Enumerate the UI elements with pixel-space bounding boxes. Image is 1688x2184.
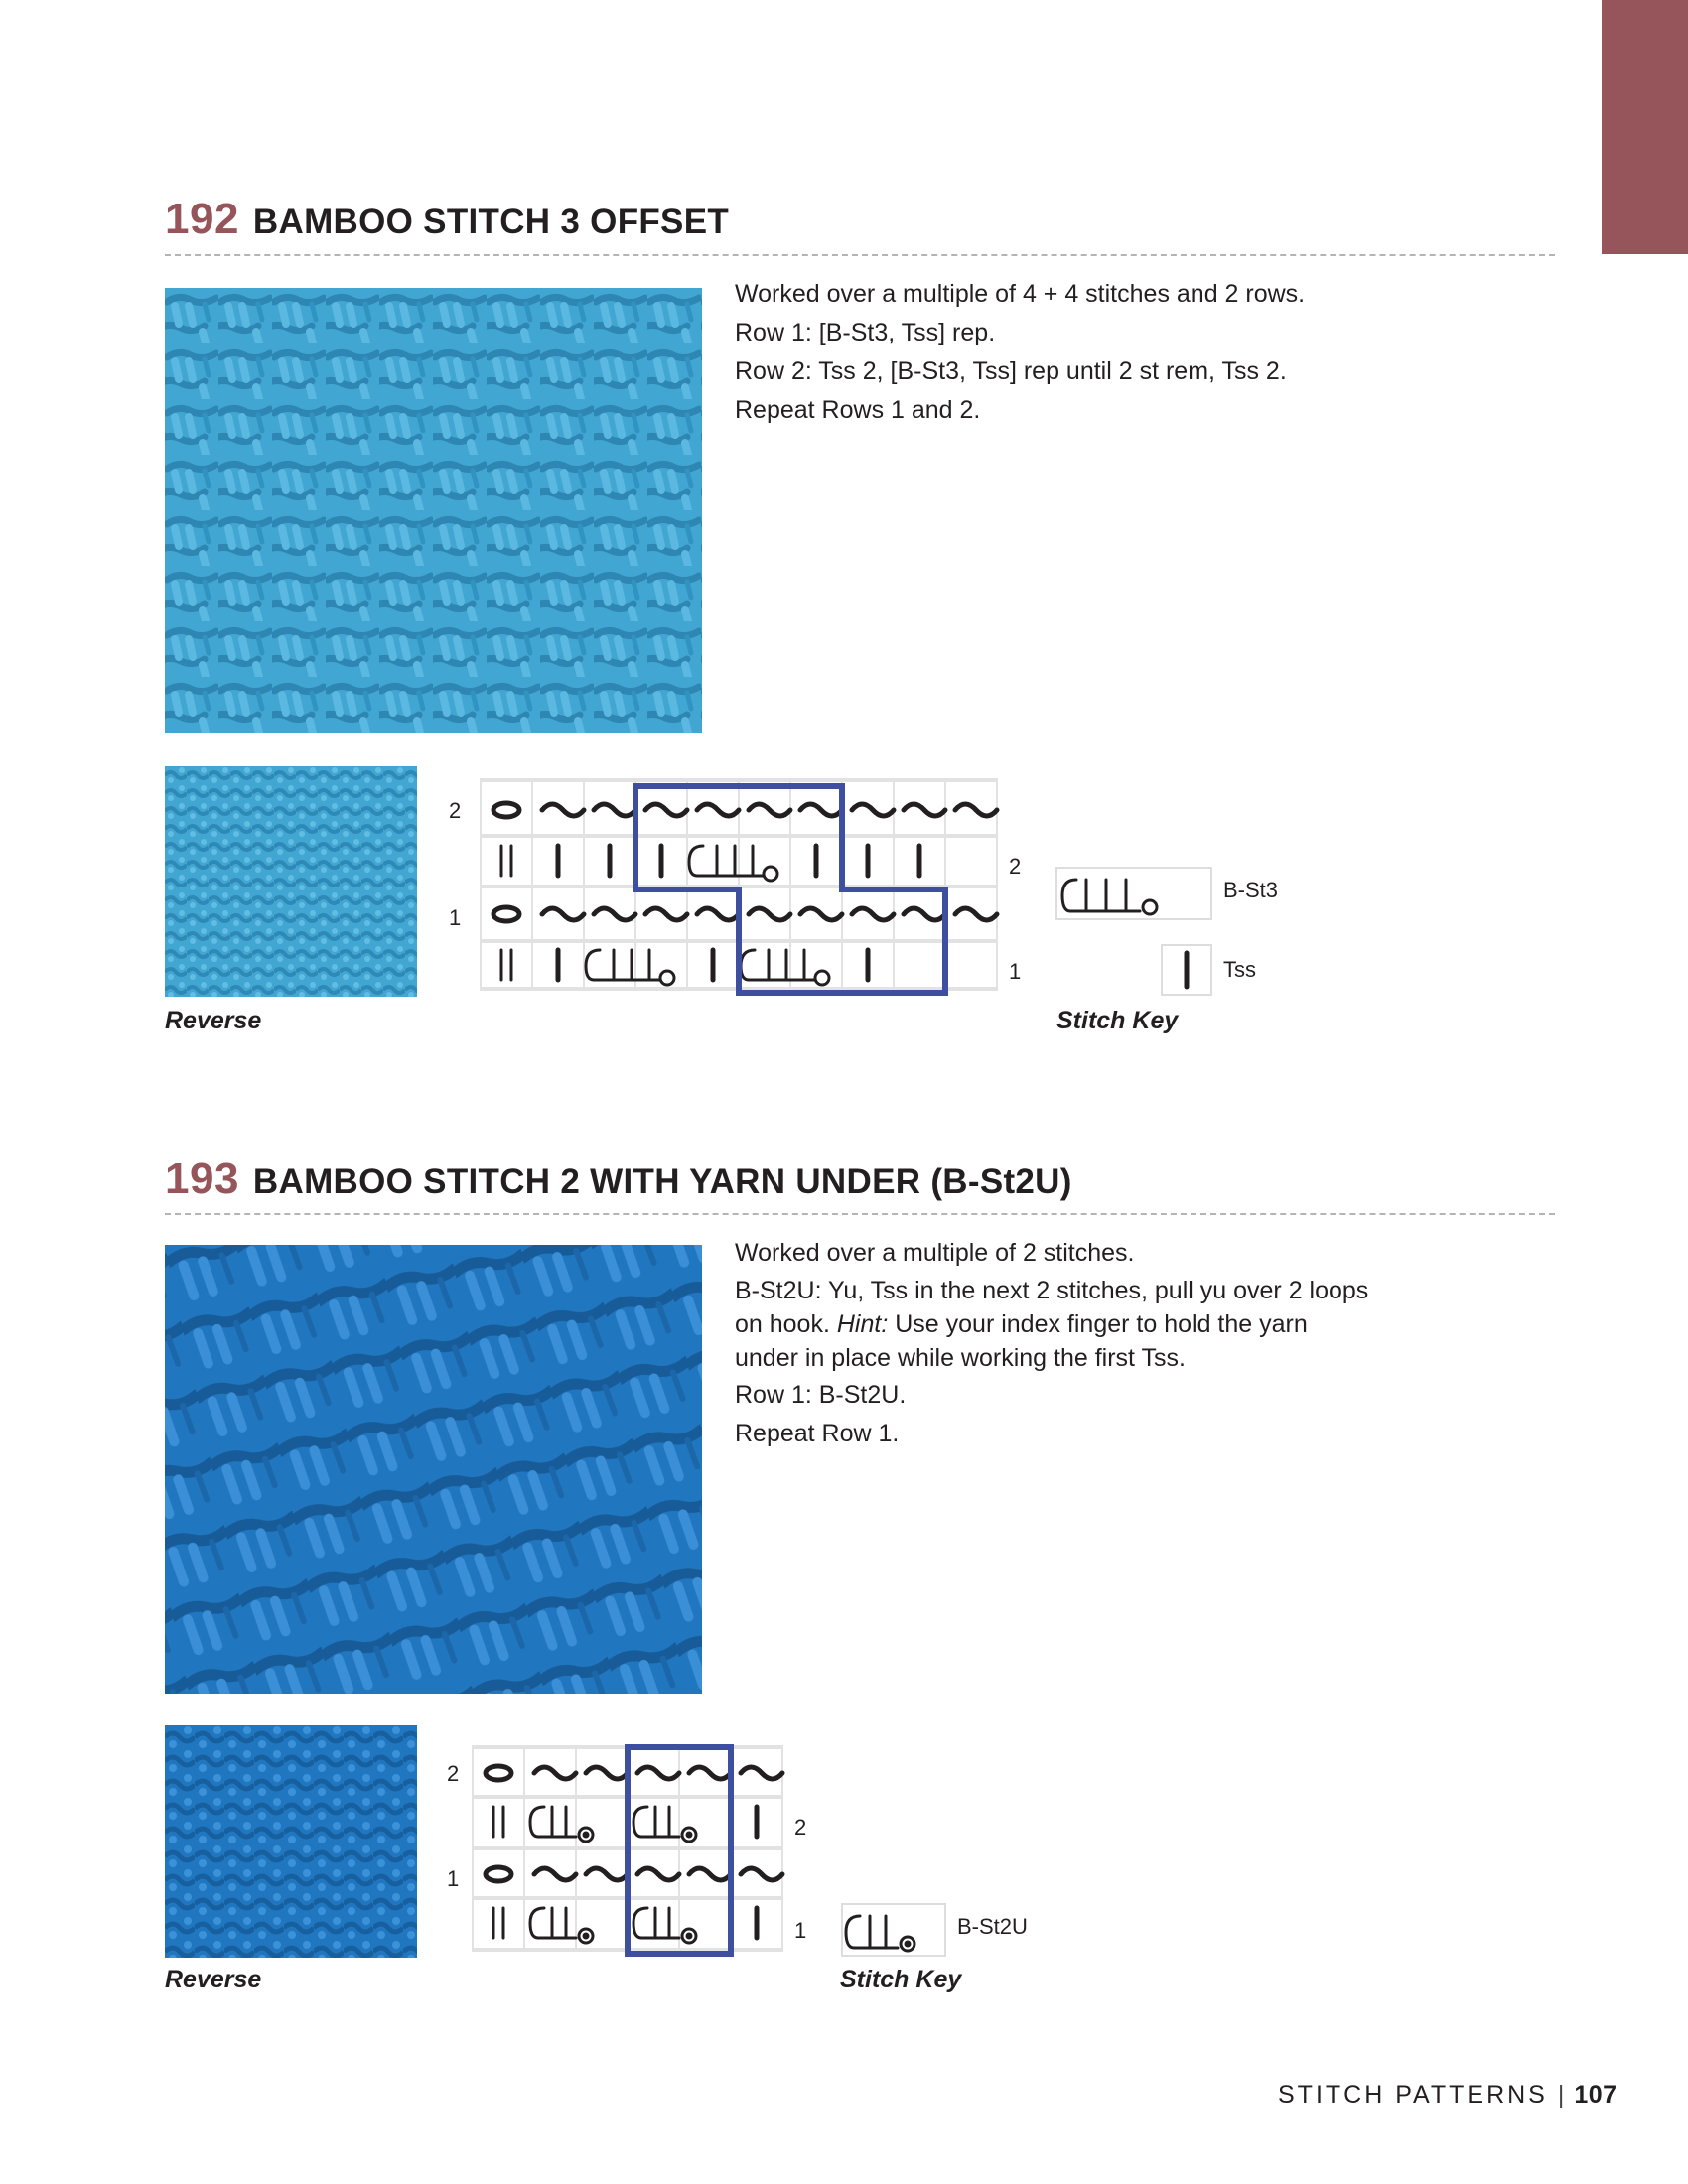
- heading-rule: [165, 254, 1555, 256]
- stitch-key-192-symbols: [1055, 866, 1213, 997]
- page-footer: [1278, 2081, 1618, 2110]
- pattern-number: 192: [165, 195, 239, 243]
- row-number-right: 1: [1009, 959, 1022, 984]
- footer-separator: |: [1557, 2081, 1565, 2109]
- row-number-left: 2: [449, 798, 462, 823]
- row-number-left: 1: [449, 905, 462, 930]
- key-label: Tss: [1223, 957, 1256, 982]
- instruction-text: Use your index finger to hold the yarn under in place while working the first Tss.: [735, 1310, 1308, 1372]
- instruction-line: Worked over a multiple of 4 + 4 stitches and 2 rows.: [735, 280, 1306, 308]
- row-number-left: 2: [447, 1761, 460, 1786]
- instruction-line: Worked over a multiple of 2 stitches.: [735, 1239, 1135, 1267]
- swatch-photo-front: [165, 1245, 702, 1694]
- key-label: B-St2U: [957, 1914, 1028, 1939]
- hint-label: Hint:: [836, 1310, 889, 1338]
- instruction-line: Row 1: B-St2U.: [735, 1381, 907, 1409]
- instruction-line: [735, 1274, 1370, 1375]
- pattern-192-heading: [165, 195, 1555, 254]
- reverse-caption: Reverse: [165, 1007, 262, 1034]
- stitch-key-193-symbols: [840, 1902, 949, 1958]
- instruction-line: Row 1: [B-St3, Tss] rep.: [735, 319, 996, 346]
- page-number: 107: [1574, 2081, 1618, 2109]
- pattern-number: 193: [165, 1155, 239, 1203]
- section-name: STITCH PATTERNS: [1278, 2081, 1548, 2109]
- row-number-right: 1: [794, 1918, 807, 1943]
- row-number-right: 2: [794, 1815, 807, 1840]
- pattern-title: BAMBOO STITCH 3 OFFSET: [252, 203, 730, 241]
- row-number-left: 1: [447, 1866, 460, 1891]
- stitch-key-caption: Stitch Key: [1056, 1007, 1179, 1034]
- pattern-193-heading: [165, 1155, 1555, 1214]
- instruction-line: Repeat Row 1.: [735, 1420, 900, 1447]
- swatch-photo-reverse: [165, 766, 417, 997]
- chapter-tab: [1602, 0, 1688, 254]
- stitch-chart-193: [437, 1741, 824, 1960]
- instruction-line: Repeat Rows 1 and 2.: [735, 396, 981, 424]
- reverse-caption: Reverse: [165, 1966, 262, 1993]
- pattern-title: BAMBOO STITCH 2 WITH YARN UNDER (B-St2U): [252, 1162, 1072, 1201]
- stitch-key-caption: Stitch Key: [840, 1966, 962, 1993]
- key-label: B-St3: [1223, 878, 1279, 902]
- heading-rule: [165, 1213, 1555, 1215]
- row-number-right: 2: [1009, 854, 1022, 879]
- instruction-text: B-St2U: Yu, Tss in the next 2 stitches, pull yu over 2 loops on hook.: [735, 1277, 1369, 1338]
- pattern-192-instructions: [735, 276, 1370, 431]
- swatch-photo-reverse: [165, 1725, 417, 1958]
- stitch-chart-192: [437, 774, 1053, 1013]
- instruction-line: Row 2: Tss 2, [B-St3, Tss] rep until 2 st rem, Tss 2.: [735, 357, 1287, 385]
- swatch-photo-front: [165, 288, 702, 733]
- pattern-193-instructions: [735, 1235, 1370, 1454]
